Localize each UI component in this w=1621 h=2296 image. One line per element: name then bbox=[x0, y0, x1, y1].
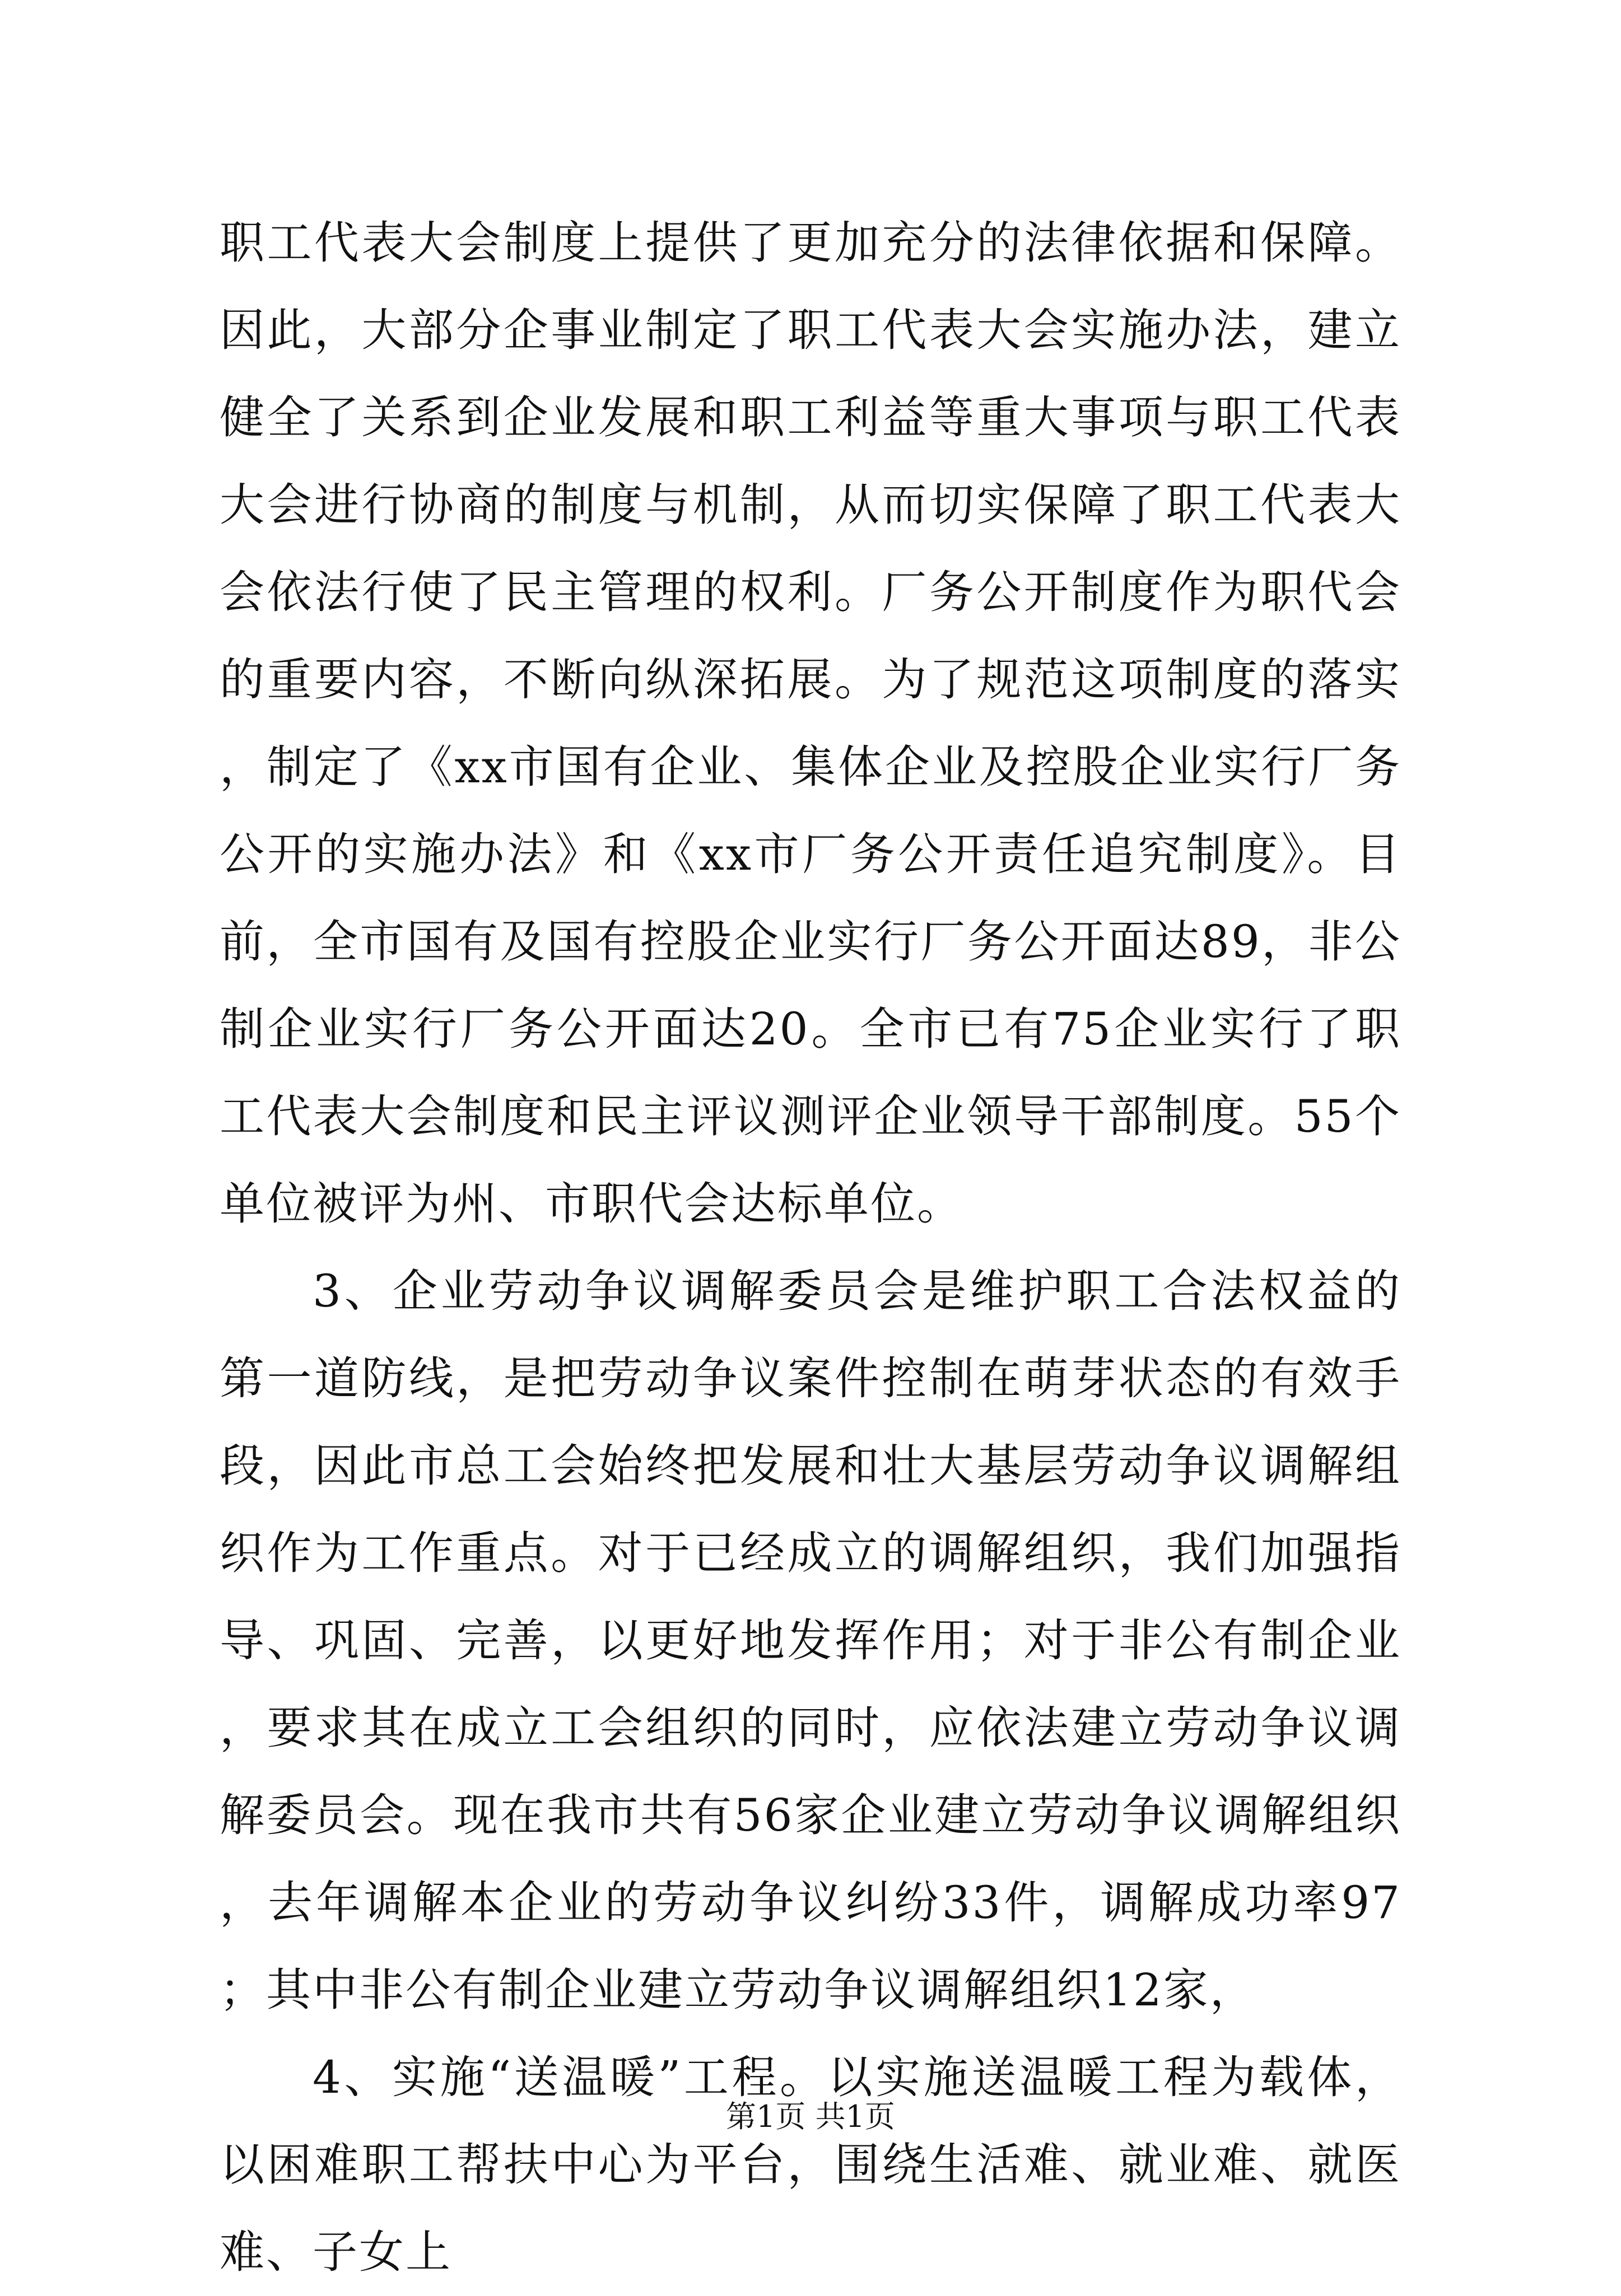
paragraph-send-warmth: 4、实施“送温暖”工程。以实施送温暖工程为载体，以困难职工帮扶中心为平台，围绕生活难、就业难、就医难、子女上 bbox=[220, 2051, 1401, 2278]
paragraph-workers-congress: 职工代表大会制度上提供了更加充分的法律依据和保障。因此，大部分企事业制定了职工代表大会实施办法，建立健全了关系到企业发展和职工利益等重大事项与职工代表大会进行协商的制度与机制，从而切实保障了职工代表大会依法行使了民主管理的权利。厂务公开制度作为职代会的重要内容，不断向纵深拓展。为了规范这项制度的落实，制定了《xx市国有企业、集体企业及控股企业实行厂务公开的实施办法》和《xx市厂务公开责任追究制度》。目前，全市国有及国有控股企业实行厂务公开面达89，非公制企业实行厂务公开面达20。全市已有75企业实行了职工代表大会制度和民主评议测评企业领导干部制度。55个单位被评为州、市职代会达标单位。 bbox=[220, 217, 1401, 1230]
page-footer: 第1页 共1页 bbox=[726, 2099, 895, 2134]
paragraph-labor-dispute-mediation: 3、企业劳动争议调解委员会是维护职工合法权益的第一道防线，是把劳动争议案件控制在萌芽状态的有效手段，因此市总工会始终把发展和壮大基层劳动争议调解组织作为工作重点。对于已经成立的调解组织，我们加强指导、巩固、完善，以更好地发挥作用；对于非公有制企业，要求其在成立工会组织的同时，应依法建立劳动争议调解委员会。现在我市共有56家企业建立劳动争议调解组织，去年调解本企业的劳动争议纠纷33件，调解成功率97；其中非公有制企业建立劳动争议调解组织12家， bbox=[220, 1265, 1401, 2016]
document-body bbox=[220, 199, 1401, 2296]
